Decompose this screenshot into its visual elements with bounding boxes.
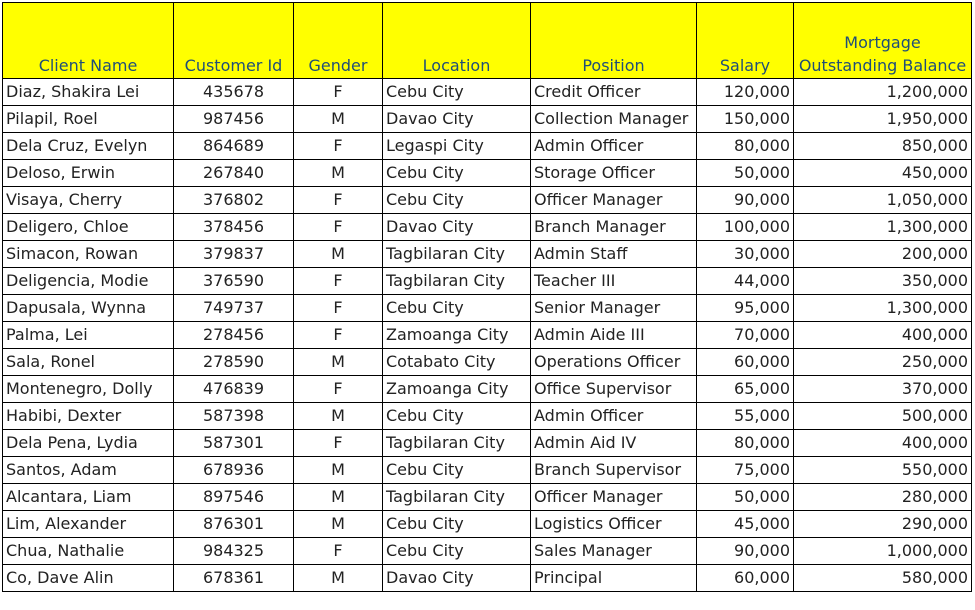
salary-cell[interactable]: 55,000 [697,403,794,430]
customer-id-cell[interactable]: 987456 [174,106,294,133]
table-row [3,430,972,457]
salary-cell[interactable]: 120,000 [697,79,794,106]
salary-cell[interactable]: 44,000 [697,268,794,295]
location-cell[interactable]: Zamoanga City [383,376,531,403]
gender-cell[interactable]: F [294,133,383,160]
header-location[interactable]: Location [383,3,531,79]
client-name-cell[interactable]: Pilapil, Roel [3,106,174,133]
position-cell[interactable]: Office Supervisor [531,376,697,403]
gender-cell[interactable]: F [294,322,383,349]
client-name-cell[interactable]: Palma, Lei [3,322,174,349]
table-row [3,241,972,268]
salary-cell[interactable]: 80,000 [697,133,794,160]
location-cell[interactable]: Cebu City [383,295,531,322]
client-name-cell[interactable]: Habibi, Dexter [3,403,174,430]
mortgage-balance-cell[interactable]: 500,000 [794,403,972,430]
salary-cell[interactable]: 100,000 [697,214,794,241]
client-name-cell[interactable]: Dela Cruz, Evelyn [3,133,174,160]
mortgage-balance-cell[interactable]: 290,000 [794,511,972,538]
customer-id-cell[interactable]: 435678 [174,79,294,106]
table-body [3,79,972,592]
gender-cell[interactable]: M [294,511,383,538]
mortgage-balance-cell[interactable]: 400,000 [794,322,972,349]
table-row [3,160,972,187]
table-row [3,268,972,295]
client-name-cell[interactable]: Dapusala, Wynna [3,295,174,322]
location-cell[interactable]: Cebu City [383,187,531,214]
table-row [3,322,972,349]
table-header [3,3,972,79]
client-table [2,2,972,592]
salary-cell[interactable]: 95,000 [697,295,794,322]
salary-cell[interactable]: 65,000 [697,376,794,403]
gender-cell[interactable]: F [294,214,383,241]
position-cell[interactable]: Principal [531,565,697,592]
location-cell[interactable]: Legaspi City [383,133,531,160]
mortgage-balance-cell[interactable]: 200,000 [794,241,972,268]
gender-cell[interactable]: M [294,106,383,133]
gender-cell[interactable]: M [294,403,383,430]
location-cell[interactable]: Cebu City [383,79,531,106]
position-cell[interactable]: Operations Officer [531,349,697,376]
position-cell[interactable]: Storage Officer [531,160,697,187]
customer-id-cell[interactable]: 379837 [174,241,294,268]
salary-cell[interactable]: 70,000 [697,322,794,349]
header-customer-id[interactable]: Customer Id [174,3,294,79]
salary-cell[interactable]: 50,000 [697,484,794,511]
mortgage-balance-cell[interactable]: 1,950,000 [794,106,972,133]
gender-cell[interactable]: M [294,160,383,187]
location-cell[interactable]: Zamoanga City [383,322,531,349]
gender-cell[interactable]: M [294,484,383,511]
mortgage-balance-cell[interactable]: 1,300,000 [794,214,972,241]
customer-id-cell[interactable]: 376802 [174,187,294,214]
client-name-cell[interactable]: Santos, Adam [3,457,174,484]
position-cell[interactable]: Teacher III [531,268,697,295]
customer-id-cell[interactable]: 278590 [174,349,294,376]
salary-cell[interactable]: 45,000 [697,511,794,538]
salary-cell[interactable]: 60,000 [697,349,794,376]
salary-cell[interactable]: 30,000 [697,241,794,268]
location-cell[interactable]: Davao City [383,106,531,133]
gender-cell[interactable]: F [294,376,383,403]
mortgage-balance-cell[interactable]: 250,000 [794,349,972,376]
position-cell[interactable]: Admin Officer [531,403,697,430]
table-row [3,187,972,214]
position-cell[interactable]: Admin Staff [531,241,697,268]
location-cell[interactable]: Tagbilaran City [383,241,531,268]
gender-cell[interactable]: M [294,457,383,484]
table-row [3,565,972,592]
location-cell[interactable]: Cebu City [383,457,531,484]
client-name-cell[interactable]: Lim, Alexander [3,511,174,538]
client-name-cell[interactable]: Simacon, Rowan [3,241,174,268]
table-row [3,484,972,511]
table-row [3,79,972,106]
client-name-cell[interactable]: Deligencia, Modie [3,268,174,295]
position-cell[interactable]: Senior Manager [531,295,697,322]
mortgage-balance-cell[interactable]: 280,000 [794,484,972,511]
table-row [3,376,972,403]
position-cell[interactable]: Branch Supervisor [531,457,697,484]
position-cell[interactable]: Admin Officer [531,133,697,160]
position-cell[interactable]: Branch Manager [531,214,697,241]
client-name-cell[interactable]: Montenegro, Dolly [3,376,174,403]
location-cell[interactable]: Cebu City [383,160,531,187]
customer-id-cell[interactable]: 678936 [174,457,294,484]
client-name-cell[interactable]: Diaz, Shakira Lei [3,79,174,106]
header-gender[interactable]: Gender [294,3,383,79]
customer-id-cell[interactable]: 278456 [174,322,294,349]
gender-cell[interactable]: F [294,430,383,457]
table-row [3,457,972,484]
header-mortgage-balance[interactable]: Mortgage Outstanding Balance [794,3,972,79]
position-cell[interactable]: Logistics Officer [531,511,697,538]
position-cell[interactable]: Collection Manager [531,106,697,133]
mortgage-balance-cell[interactable]: 1,000,000 [794,538,972,565]
salary-cell[interactable]: 60,000 [697,565,794,592]
table-row [3,538,972,565]
mortgage-balance-cell[interactable]: 580,000 [794,565,972,592]
client-name-cell[interactable]: Chua, Nathalie [3,538,174,565]
location-cell[interactable]: Tagbilaran City [383,484,531,511]
header-row [3,3,972,79]
client-name-cell[interactable]: Deligero, Chloe [3,214,174,241]
customer-id-cell[interactable]: 376590 [174,268,294,295]
salary-cell[interactable]: 150,000 [697,106,794,133]
table-row [3,511,972,538]
header-position[interactable]: Position [531,3,697,79]
table-row [3,133,972,160]
client-name-cell[interactable]: Dela Pena, Lydia [3,430,174,457]
client-name-cell[interactable]: Visaya, Cherry [3,187,174,214]
mortgage-balance-cell[interactable]: 1,050,000 [794,187,972,214]
salary-cell[interactable]: 90,000 [697,187,794,214]
client-name-cell[interactable]: Alcantara, Liam [3,484,174,511]
salary-cell[interactable]: 50,000 [697,160,794,187]
location-cell[interactable]: Cebu City [383,511,531,538]
position-cell[interactable]: Officer Manager [531,187,697,214]
salary-cell[interactable]: 80,000 [697,430,794,457]
customer-id-cell[interactable]: 587301 [174,430,294,457]
customer-id-cell[interactable]: 678361 [174,565,294,592]
gender-cell[interactable]: F [294,268,383,295]
mortgage-balance-cell[interactable]: 550,000 [794,457,972,484]
gender-cell[interactable]: M [294,349,383,376]
header-salary[interactable]: Salary [697,3,794,79]
client-name-cell[interactable]: Deloso, Erwin [3,160,174,187]
salary-cell[interactable]: 75,000 [697,457,794,484]
table-row [3,295,972,322]
location-cell[interactable]: Davao City [383,565,531,592]
salary-cell[interactable]: 90,000 [697,538,794,565]
location-cell[interactable]: Cebu City [383,538,531,565]
position-cell[interactable]: Officer Manager [531,484,697,511]
position-cell[interactable]: Credit Officer [531,79,697,106]
table-row [3,349,972,376]
customer-id-cell[interactable]: 749737 [174,295,294,322]
mortgage-balance-cell[interactable]: 1,300,000 [794,295,972,322]
table-row [3,403,972,430]
location-cell[interactable]: Tagbilaran City [383,430,531,457]
customer-id-cell[interactable]: 984325 [174,538,294,565]
position-cell[interactable]: Sales Manager [531,538,697,565]
customer-id-cell[interactable]: 897546 [174,484,294,511]
gender-cell[interactable]: F [294,538,383,565]
location-cell[interactable]: Cebu City [383,403,531,430]
mortgage-balance-cell[interactable]: 350,000 [794,268,972,295]
gender-cell[interactable]: F [294,295,383,322]
gender-cell[interactable]: F [294,79,383,106]
client-name-cell[interactable]: Sala, Ronel [3,349,174,376]
client-name-cell[interactable]: Co, Dave Alin [3,565,174,592]
gender-cell[interactable]: M [294,565,383,592]
mortgage-balance-cell[interactable]: 370,000 [794,376,972,403]
position-cell[interactable]: Admin Aide III [531,322,697,349]
header-client-name[interactable]: Client Name [3,3,174,79]
mortgage-balance-cell[interactable]: 1,200,000 [794,79,972,106]
table-row [3,214,972,241]
customer-id-cell[interactable]: 476839 [174,376,294,403]
gender-cell[interactable]: M [294,241,383,268]
customer-id-cell[interactable]: 864689 [174,133,294,160]
location-cell[interactable]: Tagbilaran City [383,268,531,295]
customer-id-cell[interactable]: 587398 [174,403,294,430]
customer-id-cell[interactable]: 267840 [174,160,294,187]
gender-cell[interactable]: F [294,187,383,214]
location-cell[interactable]: Davao City [383,214,531,241]
customer-id-cell[interactable]: 378456 [174,214,294,241]
table-row [3,106,972,133]
mortgage-balance-cell[interactable]: 450,000 [794,160,972,187]
mortgage-balance-cell[interactable]: 400,000 [794,430,972,457]
position-cell[interactable]: Admin Aid IV [531,430,697,457]
customer-id-cell[interactable]: 876301 [174,511,294,538]
location-cell[interactable]: Cotabato City [383,349,531,376]
mortgage-balance-cell[interactable]: 850,000 [794,133,972,160]
